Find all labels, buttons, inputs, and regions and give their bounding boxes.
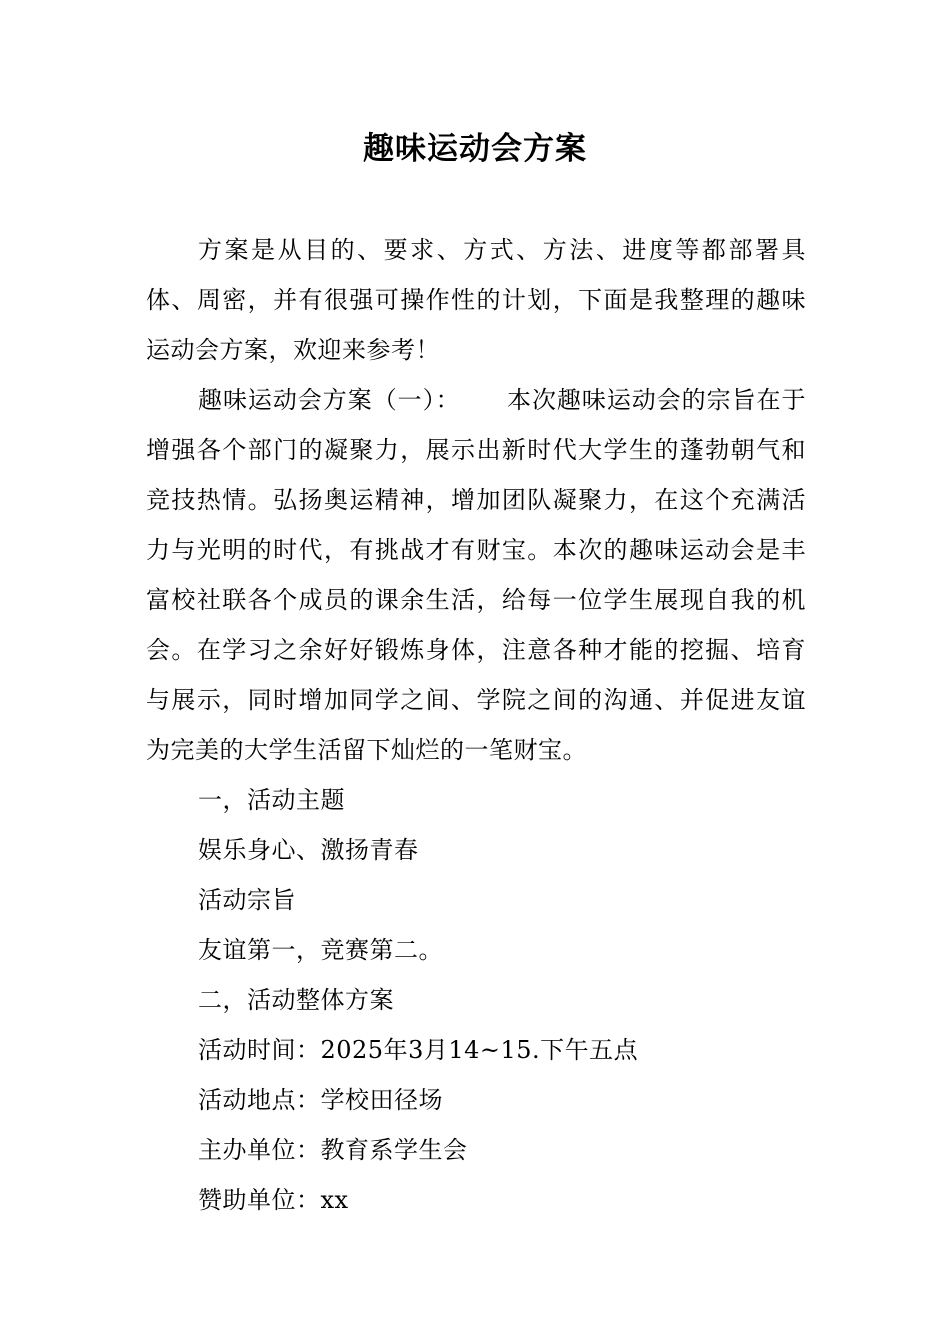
document-body bbox=[146, 225, 806, 1225]
document-title: 趣味运动会方案 bbox=[363, 131, 587, 167]
event-location: 活动地点：学校田径场 bbox=[198, 1086, 443, 1114]
event-time: 活动时间：2025年3月14~15.下午五点 bbox=[198, 1036, 639, 1064]
section-heading-theme: 一，活动主题 bbox=[198, 786, 345, 814]
purpose-paragraph bbox=[146, 375, 806, 775]
theme-text: 娱乐身心、激扬青春 bbox=[198, 836, 419, 864]
section-heading-overall-plan: 二，活动整体方案 bbox=[198, 986, 394, 1014]
event-sponsor: 赞助单位：xx bbox=[198, 1186, 349, 1214]
aim-text: 友谊第一，竞赛第二。 bbox=[198, 936, 443, 964]
event-organizer: 主办单位：教育系学生会 bbox=[198, 1136, 468, 1164]
section-heading-plan-one: 趣味运动会方案（一）： bbox=[198, 386, 461, 414]
purpose-text: 本次趣味运动会的宗旨在于增强各个部门的凝聚力，展示出新时代大学生的蓬勃朝气和竞技热情。弘扬奥运精神，增加团队凝聚力，在这个充满活力与光明的时代，有挑战才有财宝。本次的趣味运动会是丰富校社联各个成员的课余生活，给每一位学生展现自我的机会。在学习之余好好锻炼身体，注意各种才能的挖掘、培育与展示，同时增加同学之间、学院之间的沟通、并促进友谊为完美的大学生活留下灿烂的一笔财宝。 bbox=[146, 386, 807, 764]
intro-paragraph: 方案是从目的、要求、方式、方法、进度等都部署具体、周密，并有很强可操作性的计划，下面是我整理的趣味运动会方案，欢迎来参考！ bbox=[146, 236, 806, 364]
section-heading-aim: 活动宗旨 bbox=[198, 886, 296, 914]
